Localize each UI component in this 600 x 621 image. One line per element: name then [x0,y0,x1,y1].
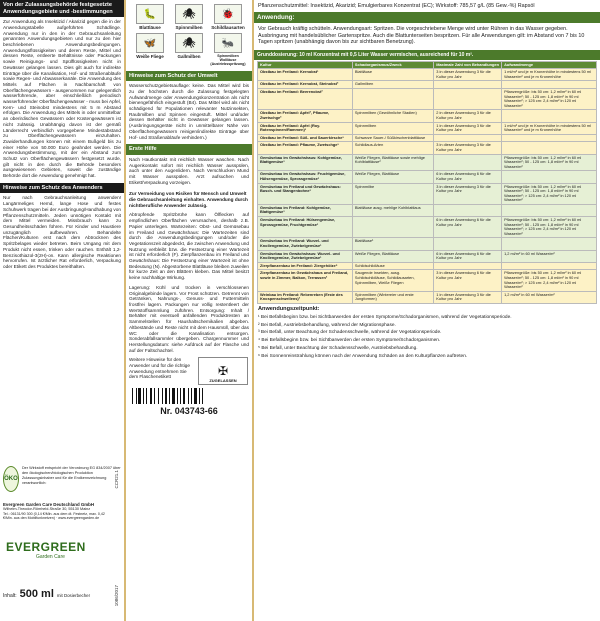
volume-value: 500 ml [19,588,54,600]
volume-block [3,588,90,600]
table-cell: Gemüsebau im Freiland und Gewächshaus: Busch- und Stangenbohne¹ [258,183,353,204]
table-row [258,110,597,122]
note-item: ² Bei Befall, Austriebsbehandlung, während der Migrationsphase. [258,322,396,328]
pest-icons [126,0,252,71]
table-row [258,69,597,81]
note-item: ⁴ Bei Befallsbeginn bzw. bei Sichtbarwerden der ersten Symptome/Schadorganismen. [258,338,441,344]
pest-spider-mites: 🕷 Spinnmilben [171,4,207,30]
table-row [258,270,597,291]
aphid-icon: 🐛 [136,4,164,24]
environment-text: Wasserschutzgebietsauflage: keine. Das Mittel wird bis zu der höchsten durch die Zulassung festgelegten Aufwandmenge oder Anwendungskonzentration als nicht bienengefährlich eingestuft (B4). Das Mittel wird als nicht schädigend für Populationen relevanter Nutzinsekten, Raubmilben und Spinnen eingestuft. Mittel und/oder dessen Behälter nicht in Gewässer gelangen lassen. (Ausbringungsgeräte nicht in unmittelbarer Nähe von Oberflächengewässern reinigen/indirekte Einträge über Hof- und Straßenabläufe verhindern.) [129,83,249,140]
eco-block [3,466,121,492]
first-aid-heading: Erste Hilfe [126,144,252,155]
organic-text: Der Wirkstoff entspricht der Verordnung EG 834/2007 über den ökologischen/biologischen Produktion [21,466,121,475]
table-cell: Gemüsebau im Freiland: Hülsengemüse, Sprossgemüse, Fruchtgemüse¹ [258,217,353,238]
gall-mite-icon: 🕷 [175,33,203,53]
bvl-text: ZUGELASSEN [209,378,237,384]
bvl-badge [198,357,248,385]
company-name: Evergreen Garden Care Deutschland GmbH [3,502,95,507]
table-cell: 2 in dieser Anwendung 3 für die Kultur pro Jahr [434,110,502,122]
table-cell: Obstbau im Freiland: Apfel (Roy. Rotenspinnen/Rammen)³ [258,122,353,134]
barcode-icon [126,387,252,405]
hint-block [126,355,252,387]
table-cell: Pflanzengröße: bis 50 cm: 1,2 ml/m² in 60 ml Wasser/m²; 50 - 125 cm: 1,8 ml/m² in 90 ml Wasser/m² [502,154,597,171]
table-row [258,262,597,270]
table-row [258,217,597,238]
table-cell: 1 ml/m² und je m Kronenhöhe in mindestens 50 ml Wasser/m² und je m Kronenhöhe [502,69,597,81]
table-cell: Schwarze Sauer-/ Süßkirschenblattläuse [352,134,433,142]
table-row [258,142,597,154]
table-cell: Gemüsebau im Gewächshaus: Wurzel- und Knollengemüse, Zwiebelgemüse¹ [258,250,353,262]
environment-heading: Hinweise zum Schutz der Umwelt [126,71,252,82]
table-cell [502,238,597,250]
table-cell: Obstbau im Freiland: Kernobst¹ [258,69,353,81]
logo-text: EVERGREEN [6,540,86,554]
usage-regulations-heading: Von der Zulassungsbehörde festgesetzte Anwendungsgebiete und -bestimmungen [0,0,124,17]
scale-insect-icon: 🐞 [214,4,242,24]
table-cell [502,81,597,89]
table-cell [502,262,597,270]
table-row [258,183,597,204]
table-cell: Zierpflanzenbau im Freiland: Ziergehölze⁵ [258,262,353,270]
table-cell [502,204,597,216]
pest-whitefly: 🦋 Weiße Fliege [132,33,168,67]
table-cell: Obstbau im Freiland: Kernobst, Steinobst² [258,81,353,89]
notes-list [254,314,600,361]
left-panel [0,0,124,621]
table-cell [434,262,502,270]
organic-seal-icon: ÖKO [3,466,19,492]
application-table [254,61,600,304]
right-panel [254,0,600,621]
table-cell: Obstbau im Freiland: Apfel², Pflaume, Zwetschge² [258,110,353,122]
table-cell: Obstbau im Freiland: Süß- und Sauerkirsche³ [258,134,353,142]
table-cell: Weiße Fliegen, Blattläuse [352,250,433,262]
table-cell: Weinbau im Freiland: Rebenreben (Erste des Knospenschwellens)² [258,291,353,303]
barcode-bar [204,388,206,404]
volume-note: mit Dosierbecher [56,593,91,598]
table-cell: 1 ml/m² und je m Kronenhöhe in mindestens 50 ml Wasser/m² und je m Kronenhöhe [502,122,597,134]
table-row [258,238,597,250]
first-aid-text: Nach Hautkontakt mit reichlich Wasser waschen. Nach Augenkontakt sofort mit reichlich Wasser ausspülen, auch unter den Augenlidern. Nach Verschlucken Mund mit Wasser ausspülen. Arzt aufsuchen und Etikett/Verpackung vorzeigen. [129,156,249,185]
logo-subtext: Garden Care [36,554,65,560]
note-item: ⁶ Bei Sonnenreinstrahlung können nach der Anwendung Schäden an den Kulturpflanzen auftreten. [258,353,468,359]
table-cell: Pflanzengröße: bis 50 cm: 1,2 ml/m² in 60 ml Wasser/m²; 50 - 125 cm: 1,8 ml/m² in 90 ml Wasser/m²; > 125 cm: 2,4 ml/m² in 120 ml Wasser/m² [502,217,597,238]
note-item: ⁵ Bei Befall, unter Beachtung der Schadensschwelle, Austriebsbehandlung. [258,345,418,351]
table-cell: Obstbau im Freiland: Beerenobst² [258,89,353,110]
table-row [258,250,597,262]
table-cell: Schildlaus-Arten [352,142,433,154]
table-row [258,291,597,303]
pest-aphids: 🐛 Blattläuse [132,4,168,30]
registration-number: Nr. 043743-66 [160,406,218,417]
table-cell: Schildschildläuse [352,262,433,270]
table-cell [434,204,502,216]
table-row [258,89,597,110]
table-cell: 1,2 ml/m² in 60 ml Wasser/m² [502,250,597,262]
table-cell: Spinnmilben [352,122,433,134]
whitefly-icon: 🦋 [136,33,164,53]
application-heading: Anwendung: [254,12,600,23]
table-cell: 6 in dieser Anwendung 6 für die Kultur pro Jahr [434,171,502,183]
table-cell: Gallmilben [352,81,433,89]
table-cell: 1,2 ml/m² in 60 ml Wasser/m² [502,291,597,303]
table-cell: Weiße Fliegen, Blattläuse [352,171,433,183]
table-cell: Gemüsebau im Gewächshaus: Kohlgemüse, Blattgemüse¹ [258,154,353,171]
volume-label: Inhalt: [3,593,17,599]
batch-code: CCR21.1 [114,470,119,489]
table-cell: Blattläuse [352,69,433,81]
table-cell [434,154,502,171]
middle-panel [126,0,252,621]
table-cell [352,89,433,110]
table-cell [502,171,597,183]
col-max: Maximale Zahl von Behandlungen [434,61,502,69]
table-cell [434,81,502,89]
note-item: ¹ Bei Befallsbeginn bzw. bei Sichtbarwerden der ersten Symptome/Schadorganismen, während der Vegetationsperiode. [258,314,512,320]
table-cell: 3 in dieser Anwendung 3 für die Kultur pro Jahr [434,142,502,154]
table-cell: Spinnmilben (Wintereier und erste Jungformen) [352,291,433,303]
product-intro: Pflanzenschutzmittel: Insektizid, Akarizid; Emulgierbares Konzentrat (EC); Wirkstoff: 785,57 g/L (85 Gew.-%) Rapsöl [258,3,535,9]
table-cell: Saugende Insekten, ausg. Schildschildläuse, Schildlausarten, Spinnmilben, Weiße Fliegen [352,270,433,291]
table-cell: Pflanzengröße: bis 50 cm: 1,2 ml/m² in 60 ml Wasser/m²; 50 - 125 cm: 1,8 ml/m² in 90 ml Wasser/m²; > 125 cm: 2,4 ml/m² in 120 ml Wasser/m² [502,183,597,204]
hint-text: Weitere Hinweise für den Anwender und für die richtige Anwendung entnehmen Sie dem Flaschenetikett [129,357,190,380]
storage-text: Lagerung: Kühl und trocken in verschlossenen Originalgebinde lagern. Vor Frost schützen. Getrennt von Getränken, Nahrungs-, Genuss- und Futtermitteln frostfrei lagern. Packungen nur völlig restentleert der Wertstoffsammlung zuführen. Entsorgung: Inhalt / Behälter mit eventuell anfallenden Produktresten an Sammelstellen für Haushaltschemikalien abgeben. Altbestände und Reste nicht mit dem Hausmüll, über das WC oder die Kanalisation entsorgen. Sonderabfallsammler übergeben. Chargennummer und Herstellungsdatum: siehe Aufdruck auf der Flasche und auf der Faltschachtel. [129,284,249,353]
table-row [258,122,597,134]
company-address: Wilhelm-Theodor-Römheld-Straße 30, 55130 Mainz [3,507,91,511]
table-cell: Pflanzengröße: bis 50 cm: 1,2 ml/m² in 60 ml Wasser/m²; 50 - 125 cm: 1,8 ml/m² in 90 ml Wasser/m²; > 125 cm: 2,4 ml/m² in 120 ml Wasser/m² [502,89,597,110]
table-cell: 6 in dieser Anwendung 6 für die Kultur pro Jahr [434,250,502,262]
application-text: Vor Gebrauch kräftig schütteln. Anwendungsart: Spritzen. Die vorgeschriebene Menge wird unter Rühren in das Wasser gegeben. Ausbringung mit handelsüblicher Gartenspritze. Auch die Blattunterseiten bespritzen. Für alle Anwendungen gilt: im Abstand von 7 bis 10 Tagen spritzen (unabhängig davon bis zur sichtbaren Benetzung). [258,26,585,46]
col-crop: Kultur [258,61,353,69]
table-cell [352,217,433,238]
eagle-icon: ✠ [217,364,229,379]
notes-heading: Anwendungszeitpunkt: [258,305,320,312]
risk-text: Abtropfende Spritzbrühe kann Ölflecken auf empfindlichen Oberflächen verursachen, deshalb z.B. Papier unterlegen. Wartezeiten: Obst- und Gemüsebau im Freiland und Gewächshaus: Die Wartezeiten sind durch die Anwendungsbedingungen und/oder die Vegetationszeit abgedeckt, die zwischen Anwendung und Nutzung verbleibt bzw. die Festsetzung einer Wartezeit ist nicht erforderlich (F). Zierpflanzenbau im Freiland und Gewächshaus: Die Festsetzung einer Wartezeit ist ohne Bedeutung (N). Abgestorbene Blattläuse bleiben zuweilen für kurze Zeit an den Blättern kleben. Das Mittel besitzt keine nachhaltige Wirkung. [129,212,249,281]
pest-mealybugs: 🐜 Spinnmilben Wollläuse (Austriebsspritzung) [210,33,246,67]
table-cell: Spinnmilbe [352,183,433,204]
table-cell [434,89,502,110]
table-cell: 3 in dieser Anwendung 6 für die Kultur pro Jahr [434,270,502,291]
table-row [258,204,597,216]
pest-gall-mites: 🕷 Gallmilben [171,33,207,67]
spider-mite-icon: 🕷 [175,4,203,24]
dose-banner: Grunddosierung: 10 ml Konzentrat mit 0,5 Liter Wasser vermischen, ausreichend für 10 m². [254,50,600,60]
company-contact: Tel.: 06131/90 300 (0,14 €/Min. aus dem dt. Festnetz, max. 0,42 €/Min. aus den Mobilfunknetzen) · www.evergreengarden.de [3,511,105,520]
table-cell [434,238,502,250]
table-cell: Gemüsebau im Freiland: Wurzel- und Knollengemüse, Zwiebelgemüse¹ [258,238,353,250]
user-protection-heading: Hinweise zum Schutz des Anwenders [0,183,124,194]
table-cell: 1 in dieser Anwendung 3 für die Kultur pro Jahr [434,291,502,303]
table-cell [502,110,597,122]
pest-scale-insects: 🐞 Schildlausarten [210,4,246,30]
table-cell [434,134,502,142]
table-cell [502,142,597,154]
table-cell: Zierpflanzenbau im Gewächshaus und Freiland, sowie in Zimmer, Balkon, Terrassen² [258,270,353,291]
usage-regulations-text: Zur Anwendung als Insektizid / Akarizid gegen die in der Anwendungstabelle aufgeführten Schädlinge. Anwendung nur in den in der Gebrauchsanleitung genannten Anwendungsgebieten und nur zu den hier beschriebenen Anwendungsbedingungen. Anwendungsflüssigkeiten und deren Reste, Mittel und dessen Reste, entleerte Behältnisse oder Packungen sowie Reinigungs- und Spülflüssigkeiten nicht in Gewässer gelangen lassen. Dies gilt auch für indirekte Einträge über die Kanalisation, Hof- und Straßenabläufe sowie Regen- und Abwasserkanäle. Die Anwendung des Mittels auf Flächen in Nachbarschaft von Oberflächengewässern - ausgenommen nur gelegentlich wasserführende, aber einschließlich periodisch wasserführender Oberflächengewässer - muss bei Apfel, Kern- und Steinobst mindestens mit 5 m Abstand erfolgen. Die Anwendung des Mittels in oder unmittelbar an oberirdischen Gewässern oder Küstengewässern ist nicht zulässig. Unabhängig davon ist der gemäß Länderrecht verbindlich vorgegebene Mindestabstand zu Oberflächengewässern einzuhalten. Zuwiderhandlungen können mit einem Bußgeld bis zu einer Höhe von 50.000 Euro geahndet werden. Die Anwendungsbestimmung, mit der ein Abstand zum Schutz von Oberflächengewässern festgesetzt wurde, gilt nicht in den durch die Behörde besonders ausgewiesenen Gebieten, soweit die zuständige Behörde dort die Anwendung genehmigt hat. [3,19,121,179]
risk-heading: Zur Vermeidung von Risiken für Mensch und Umwelt die Gebrauchsanleitung einhalten. Anwendung durch nichtberufliche Anwender zulässig. [129,191,248,208]
table-cell: 3 in dieser Anwendung 3 für die Kultur pro Jahr [434,183,502,204]
note-item: ³ Bei Befall, unter Beachtung der Schadensschwelle, während der Vegetationsperiode. [258,330,442,336]
table-cell: 3 in dieser Anwendung 3 für die Kultur pro Jahr [434,69,502,81]
table-cell: Obstbau im Freiland: Pflaume, Zwetschge³ [258,142,353,154]
holder-text: Zulassungsinhaber und für die Endkennzeichnung verantwortlich: [21,476,107,485]
table-cell: Gemüsebau im Freiland: Kohlgemüse, Blattgemüse¹ [258,204,353,216]
table-cell: Spinnmilben (Gewöhnliche Stadien) [352,110,433,122]
company-block [3,502,115,520]
table-cell: Pflanzengröße: bis 50 cm: 1,2 ml/m² in 60 ml Wasser/m²; 50 - 125 cm: 1,8 ml/m² in 90 ml Wasser/m²; > 125 cm: 2,4 ml/m² in 120 ml Wasser/m² [502,270,597,291]
table-cell: 6 in dieser Anwendung 6 für die Kultur pro Jahr [434,217,502,238]
table-row [258,154,597,171]
table-row [258,81,597,89]
table-cell [502,134,597,142]
table-cell: Blattläuse¹ [352,238,433,250]
table-row [258,171,597,183]
table-cell: Weiße Fliegen, Blattläuse sowie mehlige Kohlblattläuse² [352,154,433,171]
approval-code: 1086/2017 [114,585,119,607]
table-cell: Gemüsebau im Gewächshaus: Fruchtgemüse, Hülsengemüse, Sprossgemüse¹ [258,171,353,183]
col-pest: Schadorganismus/Zweck [352,61,433,69]
col-dose: Aufwandmenge [502,61,597,69]
evergreen-logo [6,540,86,560]
table-cell: 1 in dieser Anwendung 3 für die Kultur pro Jahr [434,122,502,134]
mealybug-icon: 🐜 [214,33,242,53]
table-cell: Blattläuse ausg. mehlige Kohlblattlaus [352,204,433,216]
table-row [258,134,597,142]
user-protection-text: Nur nach Gebrauchsanleitung anwenden! Langärmeliges Hemd, lange Hose und festes Schuhwerk tragen bei der Ausbringung/Handhabung von Pflanzenschutzmitteln. Jeden unnötigen Kontakt mit dem Mittel vermeiden. Missbrauch kann zu Gesundheitsschäden führen. Für Kinder und Haustiere unzugänglich aufbewahren. Behandelte Flächen/Kulturen erst nach dem Abtrocknen des Spritzbelages wieder betreten. Beim Umgang mit dem Produkt nicht essen, trinken oder rauchen. Enthält 1,2- Benzisothiazol-3(2H)-on. Kann allergische Reaktionen hervorrufen. Ist ärztlicher Rat erforderlich, Verpackung oder Etikett des Produktes bereithalten. [3,195,121,269]
